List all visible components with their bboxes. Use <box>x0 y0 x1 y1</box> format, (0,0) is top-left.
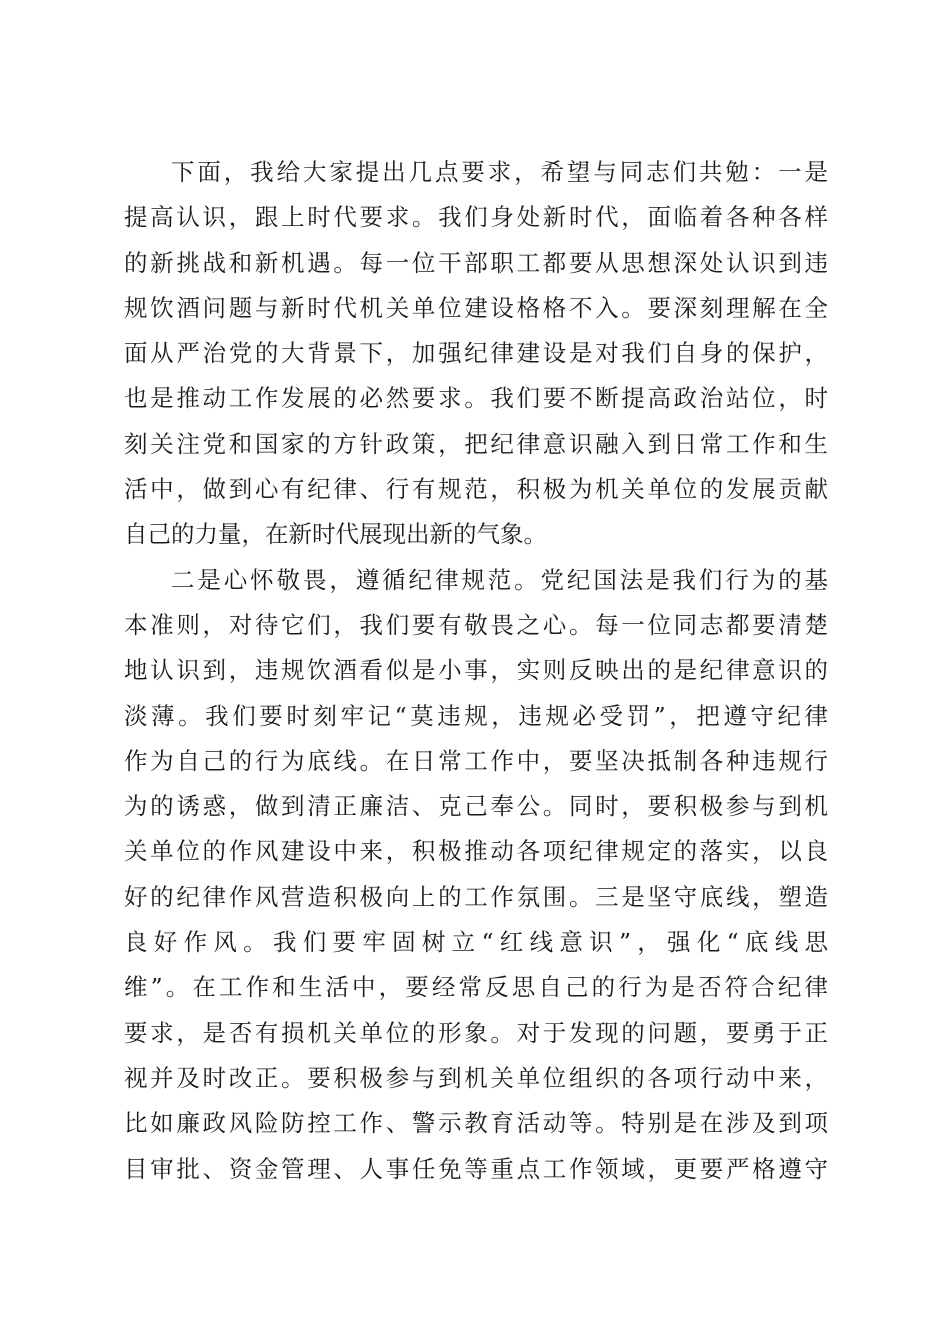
text-line: 作为自己的行为底线。在日常工作中，要坚决抵制各种违规行 <box>124 746 828 775</box>
text-line: 本准则，对待它们，我们要有敬畏之心。每一位同志都要清楚 <box>124 610 828 639</box>
text-line: 好的纪律作风营造积极向上的工作氛围。三是坚守底线，塑造 <box>124 882 828 911</box>
text-line: 地认识到，违规饮酒看似是小事，实则反映出的是纪律意识的 <box>124 656 828 685</box>
text-line: 下面，我给大家提出几点要求，希望与同志们共勉：一是 <box>171 158 828 186</box>
text-line: 的新挑战和新机遇。每一位干部职工都要从思想深处认识到违 <box>124 248 828 277</box>
text-line: 良好作风。我们要牢固树立“红线意识”，强化“底线思 <box>124 928 828 957</box>
text-line: 二是心怀敬畏，遵循纪律规范。党纪国法是我们行为的基 <box>171 565 828 594</box>
text-line: 规饮酒问题与新时代机关单位建设格格不入。要深刻理解在全 <box>124 293 828 322</box>
text-line: 维”。在工作和生活中，要经常反思自己的行为是否符合纪律 <box>124 973 828 1002</box>
text-line: 自己的力量，在新时代展现出新的气象。 <box>124 520 547 549</box>
text-line: 淡薄。我们要时刻牢记“莫违规，违规必受罚”，把遵守纪律 <box>124 701 828 730</box>
text-line: 视并及时改正。要积极参与到机关单位组织的各项行动中来， <box>124 1063 828 1092</box>
text-line: 目审批、资金管理、人事任免等重点工作领域，更要严格遵守 <box>124 1154 828 1183</box>
text-line: 活中，做到心有纪律、行有规范，积极为机关单位的发展贡献 <box>124 475 828 504</box>
text-line: 要求，是否有损机关单位的形象。对于发现的问题，要勇于正 <box>124 1018 828 1047</box>
text-line: 提高认识，跟上时代要求。我们身处新时代，面临着各种各样 <box>124 203 828 232</box>
text-line: 面从严治党的大背景下，加强纪律建设是对我们自身的保护， <box>124 339 828 368</box>
text-line: 比如廉政风险防控工作、警示教育活动等。特别是在涉及到项 <box>124 1109 828 1138</box>
text-line: 也是推动工作发展的必然要求。我们要不断提高政治站位，时 <box>124 384 828 413</box>
text-line: 刻关注党和国家的方针政策，把纪律意识融入到日常工作和生 <box>124 429 828 458</box>
document-body <box>124 150 828 1192</box>
paragraph-2 <box>124 558 828 1192</box>
text-line: 关单位的作风建设中来，积极推动各项纪律规定的落实，以良 <box>124 837 828 866</box>
text-line: 为的诱惑，做到清正廉洁、克己奉公。同时，要积极参与到机 <box>124 792 828 821</box>
paragraph-1 <box>124 150 828 558</box>
